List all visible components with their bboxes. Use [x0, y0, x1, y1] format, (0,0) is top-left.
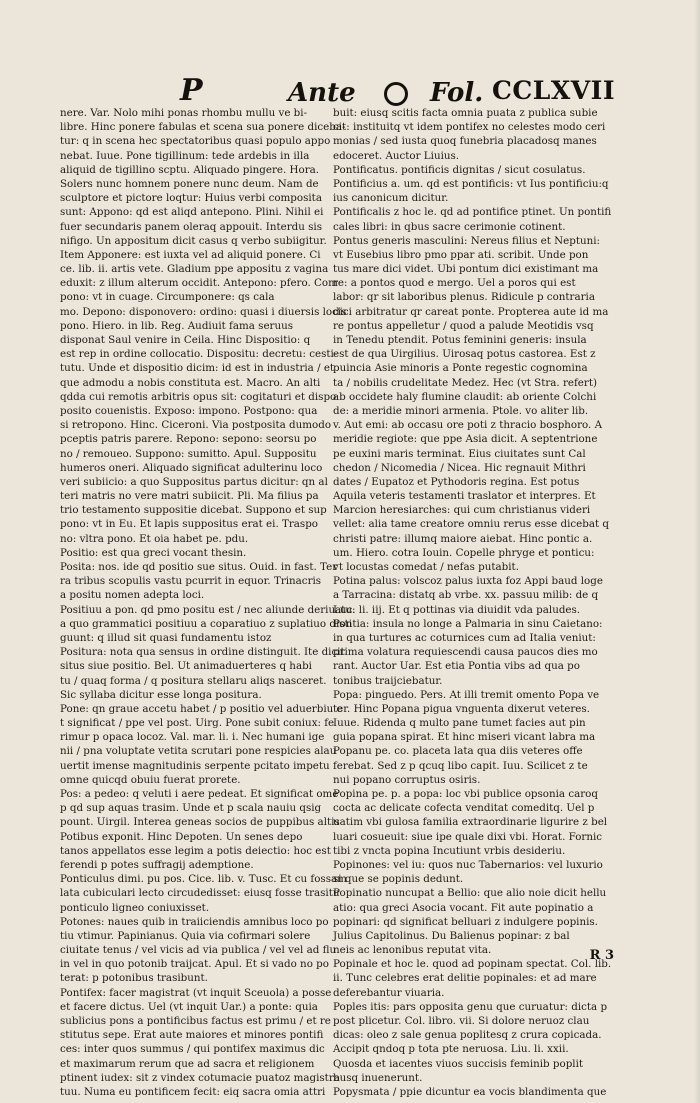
- text-line: libre. Hinc ponere fabulas et scena sua ponere diceba-: [60, 121, 346, 134]
- text-line: ta / nobilis crudelitate Medez. Hec (vt Stra. refert): [333, 376, 597, 389]
- text-line: cocta ac delicate cofecta venditat comeditq. Uel p: [333, 802, 595, 815]
- text-line: dates / Eupatoz et Pythodoris regina. Est potus: [333, 475, 580, 488]
- text-line: nii / pna voluptate vetita scrutari pone respicies alau: [60, 745, 337, 758]
- text-line: ab occidete haly flumine claudit: ab oriente Colchi: [333, 390, 597, 403]
- text-line: terat: p potonibus trasibunt.: [60, 972, 208, 985]
- text-line: Popinale et hoc le. quod ad popinam spectat. Col. lib.: [333, 958, 612, 971]
- text-line: rant. Auctor Uar. Est etia Pontia vibs ad qua po: [333, 660, 580, 673]
- text-line: sunt: Appono: qd est aliqd antepono. Plini. Nihil ei: [60, 206, 324, 219]
- text-line: vt Eusebius libro pmo ppar ati. scribit. Unde pon: [333, 248, 589, 261]
- text-line: uertit imense magnitudinis serpente pcitato impetu: [60, 759, 330, 772]
- text-line: tutu. Unde et dispositio dicim: id est in industria / et: [60, 362, 335, 375]
- text-line: Marcion heresiarches: qui cum christianus videri: [333, 504, 591, 517]
- text-line: Potina palus: volscoz palus iuxta foz Appi baud loge: [333, 575, 603, 588]
- text-line: popinari: qd significat belluari z indulgere popinis.: [333, 915, 598, 928]
- page-edge: [694, 0, 700, 1103]
- text-line: t significat / ppe vel post. Uirg. Pone subit coniux: fe: [60, 717, 335, 730]
- text-line: uatim vbi gulosa familia extraordinarie ligurire z bel: [333, 816, 608, 829]
- header-word: Ante: [288, 78, 356, 108]
- signature-mark: R 3: [589, 948, 614, 963]
- text-line: Quosda et iacentes viuos succisis feminib poplit: [333, 1057, 584, 1070]
- text-line: Popysmata / ppie dicuntur ea vocis blandimenta que: [333, 1085, 607, 1098]
- text-line: Julius Capitolinus. Du Balienus popinar: z bal: [333, 929, 570, 942]
- text-line: buit: eiusq scitis facta omnia puata z publica subie: [333, 107, 598, 119]
- left-text-column: [60, 106, 356, 1098]
- text-line: pount. Uirgil. Interea geneas socios de puppibus altis: [60, 816, 340, 829]
- text-line: tus mare dici videt. Ubi pontum dici existimant ma: [333, 263, 599, 276]
- text-line: p qd sup aquas trasim. Unde et p scala nauiu qsig: [60, 802, 322, 815]
- text-line: Item Apponere: est iuxta vel ad aliquid ponere. Ci: [60, 248, 321, 261]
- text-line: nere. Var. Nolo mihi ponas rhombu mullu ve bi-: [60, 107, 308, 119]
- text-line: a quo grammatici positiuu a coparatiuo z suplatiuo disti: [60, 617, 353, 630]
- text-line: Posita: nos. ide qd positio sue situs. Ouid. in fast. Ter: [60, 561, 338, 573]
- text-line: posito couenistis. Exposo: impono. Postpono: qua: [60, 404, 318, 417]
- text-line: teri matris no vere matri subiicit. Pli. Ma filius pa: [60, 490, 319, 503]
- text-line: pono. Hiero. in lib. Reg. Audiuit fama seruus: [60, 319, 294, 332]
- text-line: est de qua Uirgilius. Uirosaq potus castorea. Est z: [333, 348, 596, 361]
- text-line: ra tribus scopulis vastu pcurrit in equor. Trinacris: [60, 575, 322, 588]
- text-line: pono: vt in cuage. Circumponere: qs cala: [60, 291, 275, 304]
- text-line: ce. lib. ii. artis vete. Gladium ppe appositu z vagina: [60, 263, 329, 276]
- text-line: situs siue positio. Bel. Ut animaduerteres q habi: [60, 660, 312, 673]
- text-line: ces: inter quos summus / qui pontifex maximus dic: [60, 1043, 325, 1056]
- text-line: et facere dictus. Uel (vt inquit Uar.) a ponte: quia: [60, 1000, 318, 1013]
- text-line: ius canonicum dicitur.: [333, 192, 449, 205]
- text-line: disponat Saul venire in Ceila. Hinc Dispositio: q: [60, 334, 311, 346]
- text-line: rimur p opaca locoz. Val. mar. li. i. Nec humani ige: [60, 731, 325, 744]
- text-line: Pontus generis masculini: Nereus filius et Neptuni:: [333, 234, 601, 247]
- text-line: Positiuu a pon. qd pmo positu est / nec aliunde deriuatu:: [60, 603, 356, 616]
- text-line: tonibus traijciebatur.: [333, 674, 443, 687]
- text-line: nui popano corruptus osiris.: [333, 773, 481, 786]
- text-line: Pontia: insula no longe a Palmaria in sinu Caietano:: [333, 617, 603, 630]
- text-line: no / remoueo. Suppono: sumitto. Apul. Suppositu: [60, 447, 317, 460]
- text-line: Positura: nota qua sensus in ordine distinguit. Ite dicit: [60, 646, 345, 659]
- text-line: in Tenedu ptendit. Potus feminini generis: insula: [333, 334, 587, 346]
- text-line: Popanu pe. co. placeta lata qua diis veteres offe: [333, 745, 583, 758]
- text-line: dici arbitratur qr careat ponte. Propterea aute id ma: [333, 305, 609, 318]
- text-line: pe euxini maris terminat. Eius ciuitates sunt Cal: [333, 447, 586, 460]
- text-line: pceptis patris parere. Repono: sepono: seorsu po: [60, 433, 317, 446]
- text-line: edoceret. Auctor Liuius.: [333, 149, 460, 162]
- text-line: Solers nunc homnem ponere nunc deum. Nam de: [60, 177, 319, 190]
- text-line: puincia Asie minoris a Ponte regestic cognomina: [333, 362, 588, 375]
- text-line: aliquid de tigillino scptu. Aliquado pingere. Hora.: [60, 163, 320, 176]
- text-line: est rep in ordine collocatio. Dispositu: decretu: cesti-: [60, 348, 338, 361]
- header-letter: P: [180, 73, 203, 108]
- text-line: cit: instituitq vt idem pontifex no celestes modo ceri: [333, 121, 606, 134]
- text-line: stitutus sepe. Erat aute maiores et minores pontifi: [60, 1029, 324, 1042]
- text-line: guunt: q illud sit quasi fundamentu istoz: [60, 631, 272, 644]
- text-line: ferendi p potes suffragij ademptione.: [60, 858, 254, 871]
- text-line: sculptore et pictore loqtur: Huius verbi composita: [60, 192, 322, 205]
- text-line: re pontus appelletur / quod a palude Meotidis vsq: [333, 319, 594, 332]
- text-line: tanos appellatos esse legim a potis deiectio: hoc est: [60, 844, 331, 857]
- text-line: ferebat. Sed z p qcuq libo capit. Iuu. Scilicet z te: [333, 759, 588, 772]
- text-line: Popinones: vel iu: quos nuc Tabernarios: vel luxurio: [333, 858, 603, 871]
- text-line: luari cosueuit: siue ipe quale dixi vbi. Horat. Fornic: [333, 830, 603, 843]
- text-line: v. Aut emi: ab occasu ore poti z thracio bosphoro. A: [333, 419, 603, 432]
- text-line: veri subiicio: a quo Suppositus partus dicitur: qn al: [60, 475, 328, 488]
- text-line: tur: q in scena hec spectatoribus quasi populo appo: [60, 135, 331, 148]
- text-line: lata cubiculari lecto circudedisset: eiusq fosse trasitu: [60, 887, 340, 900]
- text-line: no: vltra pono. Et oia habet pe. pdu.: [60, 532, 249, 545]
- text-line: Ponticulus dimi. pu pos. Cice. lib. v. Tusc. Et cu fossam: [60, 873, 347, 886]
- text-line: fuer secundaris panem oleraq appouit. Interdu sis: [60, 220, 322, 233]
- text-line: vellet: alia tame creatore omniu rerus esse dicebat q: [333, 518, 609, 531]
- text-line: christi patre: illumq maiore aiebat. Hinc pontic a.: [333, 532, 593, 545]
- text-line: meridie regiote: que ppe Asia dicit. A septentrione: [333, 433, 598, 446]
- text-line: tu / quaq forma / q positura stellaru aliqs nasceret.: [60, 674, 327, 687]
- text-line: monias / sed iusta quoq funebria placadosq manes: [333, 135, 597, 148]
- text-line: Sic syllaba dicitur esse longa positura.: [60, 688, 262, 701]
- text-line: atio: qua greci Asocia vocant. Fit aute popinatio a: [333, 901, 594, 914]
- text-line: post plicetur. Col. libro. vii. Si dolore neruoz clau: [333, 1015, 590, 1027]
- header-fol: Fol.: [430, 78, 484, 108]
- text-line: Aquila veteris testamenti traslator et interpres. Et: [333, 490, 596, 503]
- text-line: nebat. Iuue. Pone tigillinum: tede ardebis in illa: [60, 149, 310, 162]
- text-line: eduxit: z illum alterum occidit. Antepono: pfero. Com: [60, 277, 338, 290]
- text-line: Popinatio nuncupat a Bellio: que alio noie dicit hellu: [333, 887, 607, 900]
- text-line: dicas: oleo z sale genua poplitesq z crura copicada.: [333, 1029, 602, 1042]
- text-line: trio testamento suppositie dicebat. Suppono et sup: [60, 504, 327, 517]
- header-circle-glyph: [384, 82, 408, 106]
- text-line: tibi z vncta popina Incutiunt vrbis desideriu.: [333, 844, 566, 857]
- text-line: si retropono. Hinc. Ciceroni. Via postposita dumodo: [60, 419, 332, 432]
- text-line: neis ac lenonibus reputat vita.: [333, 944, 492, 957]
- text-line: Pontificalis z hoc le. qd ad pontifice ptinet. Un pontifi: [333, 206, 612, 219]
- text-line: guia popana spirat. Et hinc miseri vicant labra ma: [333, 731, 596, 744]
- text-line: Pontifex: facer magistrat (vt inquit Sceuola) a posse: [60, 986, 332, 999]
- text-line: re: a pontos quod e mergo. Uel a poros qui est: [333, 277, 576, 290]
- text-line: de: a meridie minori armenia. Ptole. vo aliter lib.: [333, 404, 589, 417]
- text-line: Positio: est qua greci vocant thesin.: [60, 546, 247, 559]
- text-line: ptinent iudex: sit z vindex cotumacie puatoz magistra: [60, 1071, 340, 1084]
- text-line: Pontificius a. um. qd est pontificis: vt Ius pontificiu:q: [333, 177, 609, 190]
- text-line: ii. Tunc celebres erat delitie popinales: et ad mare: [333, 972, 597, 985]
- text-line: ciuitate tenus / vel vicis ad via publica / vel vel ad flu: [60, 944, 337, 957]
- text-line: sublicius pons a pontificibus factus est primu / et re: [60, 1015, 331, 1027]
- text-line: a positu nomen adepta loci.: [60, 589, 205, 602]
- text-line: um. Hiero. cotra Iouin. Copelle phryge et ponticu:: [333, 546, 595, 559]
- text-line: cales libri: in qbus sacre cerimonie cotinent.: [333, 220, 566, 233]
- text-line: labor: qr sit laboribus plenus. Ridicule p contraria: [333, 291, 595, 304]
- text-line: vt locustas comedat / nefas putabit.: [333, 561, 519, 573]
- header-folio-number: CCLXVII: [492, 76, 616, 105]
- text-line: Popa: pinguedo. Pers. At illi tremit omento Popa ve: [333, 688, 600, 701]
- text-line: omne quicqd obuiu fuerat prorete.: [60, 773, 241, 786]
- text-line: que admodu a nobis constituta est. Macro. An alti: [60, 376, 321, 389]
- text-line: Pos: a pedeo: q veluti i aere pedeat. Et significat ome: [60, 788, 339, 800]
- text-line: Potibus exponit. Hinc Depoten. Un senes depo: [60, 830, 303, 843]
- text-line: Poples itis: pars opposita genu que curuatur: dicta p: [333, 1000, 608, 1013]
- text-line: Pone: qn graue accetu habet / p positio vel aduerbiu e: [60, 702, 343, 715]
- text-line: tiu vtimur. Papinianus. Quia via cofirmari solere: [60, 929, 311, 942]
- text-line: nifigo. Un appositum dicit casus q verbo subiigitur.: [60, 234, 327, 247]
- text-line: busq inuenerunt.: [333, 1071, 423, 1084]
- text-line: Accipit qndoq p tota pte neruosa. Liu. li. xxii.: [333, 1043, 569, 1056]
- text-line: Popina pe. p. a popa: loc vbi publice opsonia caroq: [333, 788, 598, 800]
- text-line: in qua turtures ac coturnices cum ad Italia veniut:: [333, 631, 596, 644]
- text-line: tuu. Numa eu pontificem fecit: eiq sacra omia attri: [60, 1085, 326, 1098]
- text-line: ponticulo ligneo coniuxisset.: [60, 901, 210, 914]
- text-line: ter. Hinc Popana pigua vnguenta dixerut veteres.: [333, 702, 590, 715]
- text-line: si que se popinis dedunt.: [333, 873, 464, 886]
- text-line: et maximarum rerum que ad sacra et religionem: [60, 1057, 315, 1070]
- text-line: in vel in quo potonib traijcat. Apul. Et si vado no po: [60, 958, 329, 971]
- text-line: deferebantur viuaria.: [333, 986, 445, 999]
- text-line: Potones: naues quib in traiiciendis amnibus loco po: [60, 915, 329, 928]
- text-line: prima volatura requiescendi causa paucos dies mo: [333, 646, 598, 659]
- text-line: qdda cui remotis arbitris opus sit: cogitaturi et dispo: [60, 390, 337, 403]
- text-line: humeros oneri. Aliquado significat adulterinu loco: [60, 461, 323, 474]
- text-line: Luc. li. iij. Et q pottinas via diuidit vda paludes.: [333, 603, 581, 616]
- text-line: pono: vt in Eu. Et lapis suppositus erat ei. Traspo: [60, 518, 318, 531]
- text-line: chedon / Nicomedia / Nicea. Hic regnauit Mithri: [333, 461, 586, 474]
- text-line: Pontificatus. pontificis dignitas / sicut cosulatus.: [333, 163, 586, 176]
- text-line: mo. Depono: disponovero: ordino: quasi i diuersis locis: [60, 305, 347, 318]
- text-line: Iuue. Ridenda q multo pane tumet facies aut pin: [333, 717, 586, 730]
- text-line: a Tarracina: distatq ab vrbe. xx. passuu milib: de q: [333, 589, 599, 602]
